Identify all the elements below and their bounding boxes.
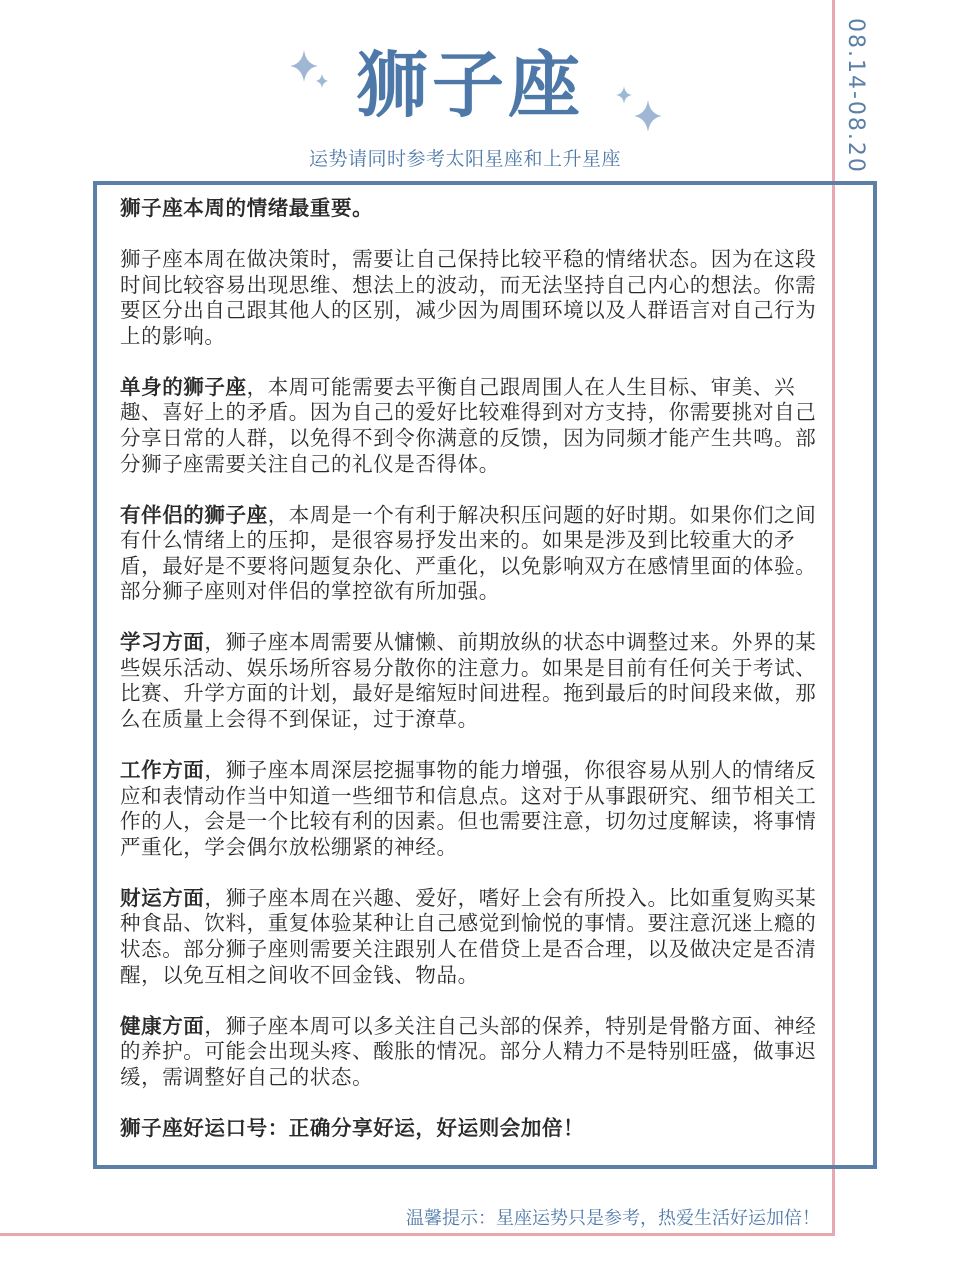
section-text: ，狮子座本周深层挖掘事物的能力增强，你很容易从别人的情绪反应和表情动作当中知道一些细节和信息点。这对于从事跟研究、细节相关工作的人，会是一个比较有利的因素。但也需要注意，切勿过度解读，将事情严重化，学会偶尔放松绷紧的神经。	[120, 758, 817, 859]
section-text: ，本周是一个有利于解决积压问题的好时期。如果你们之间有什么情绪上的压抑，是很容易抒发出来的。如果是涉及到比较重大的矛盾，最好是不要将问题复杂化、严重化，以免影响双方在感情里面的体验。部分狮子座则对伴侣的掌控欲有所加强。	[120, 502, 817, 604]
slogan: 狮子座好运口号：正确分享好运，好运则会加倍！	[120, 1115, 585, 1140]
section-partner	[120, 503, 818, 605]
section-text: ，狮子座本周在兴趣、爱好，嗜好上会有所投入。比如重复购买某种食品、饮料，重复体验某种让自己感觉到愉悦的事情。要注意沉迷上瘾的状态。部分狮子座则需要关注跟别人在借贷上是否合理，以及做决定是否清醒，以免互相之间收不回金钱、物品。	[120, 885, 817, 987]
section-wealth	[120, 886, 818, 988]
section-work	[120, 758, 818, 860]
headline: 狮子座本周的情绪最重要。	[120, 196, 374, 220]
section-text: ，狮子座本周可以多关注自己头部的保养，特别是骨骼方面、神经的养护。可能会出现头疼、酸胀的情况。部分人精力不是特别旺盛，做事迟缓，需调整好自己的状态。	[120, 1013, 817, 1089]
section-label: 健康方面	[120, 1013, 205, 1038]
intro-paragraph: 狮子座本周在做决策时，需要让自己保持比较平稳的情绪状态。因为在这段时间比较容易出现思维、想法上的波动，而无法坚持自己内心的想法。你需要区分出自己跟其他人的区别，减少因为周围环境以及人群语言对自己行为上的影响。	[120, 246, 817, 348]
section-label: 有伴侣的狮子座	[120, 502, 268, 527]
section-label: 工作方面	[120, 758, 205, 783]
footer-tip: 温馨提示：星座运势只是参考，热爱生活好运加倍！	[406, 1208, 820, 1229]
section-text: ，狮子座本周需要从慵懒、前期放纵的状态中调整过来。外界的某些娱乐活动、娱乐场所容易分散你的注意力。如果是目前有任何关于考试、比赛、升学方面的计划，最好是缩短时间进程。拖到最后的时间段来做，那么在质量上会得不到保证，过于潦草。	[120, 630, 817, 732]
section-label: 学习方面	[120, 630, 205, 655]
section-text: ，本周可能需要去平衡自己跟周围人在人生目标、审美、兴趣、喜好上的矛盾。因为自己的爱好比较难得到对方支持，你需要挑对自己分享日常的人群，以免得不到令你满意的反馈，因为同频才能产生共鸣。部分狮子座需要关注自己的礼仪是否得体。	[120, 374, 817, 476]
pink-horizontal-line	[0, 1233, 835, 1236]
page-title: 狮子座	[355, 43, 584, 127]
page-subtitle: 运势请同时参考太阳星座和上升星座	[308, 148, 621, 170]
section-label: 财运方面	[120, 885, 205, 910]
section-health	[120, 1014, 818, 1091]
section-study	[120, 630, 818, 732]
horoscope-content	[120, 196, 818, 1167]
section-label: 单身的狮子座	[120, 374, 247, 399]
date-range: 08.14-08.20	[843, 18, 868, 174]
section-single	[120, 375, 818, 477]
